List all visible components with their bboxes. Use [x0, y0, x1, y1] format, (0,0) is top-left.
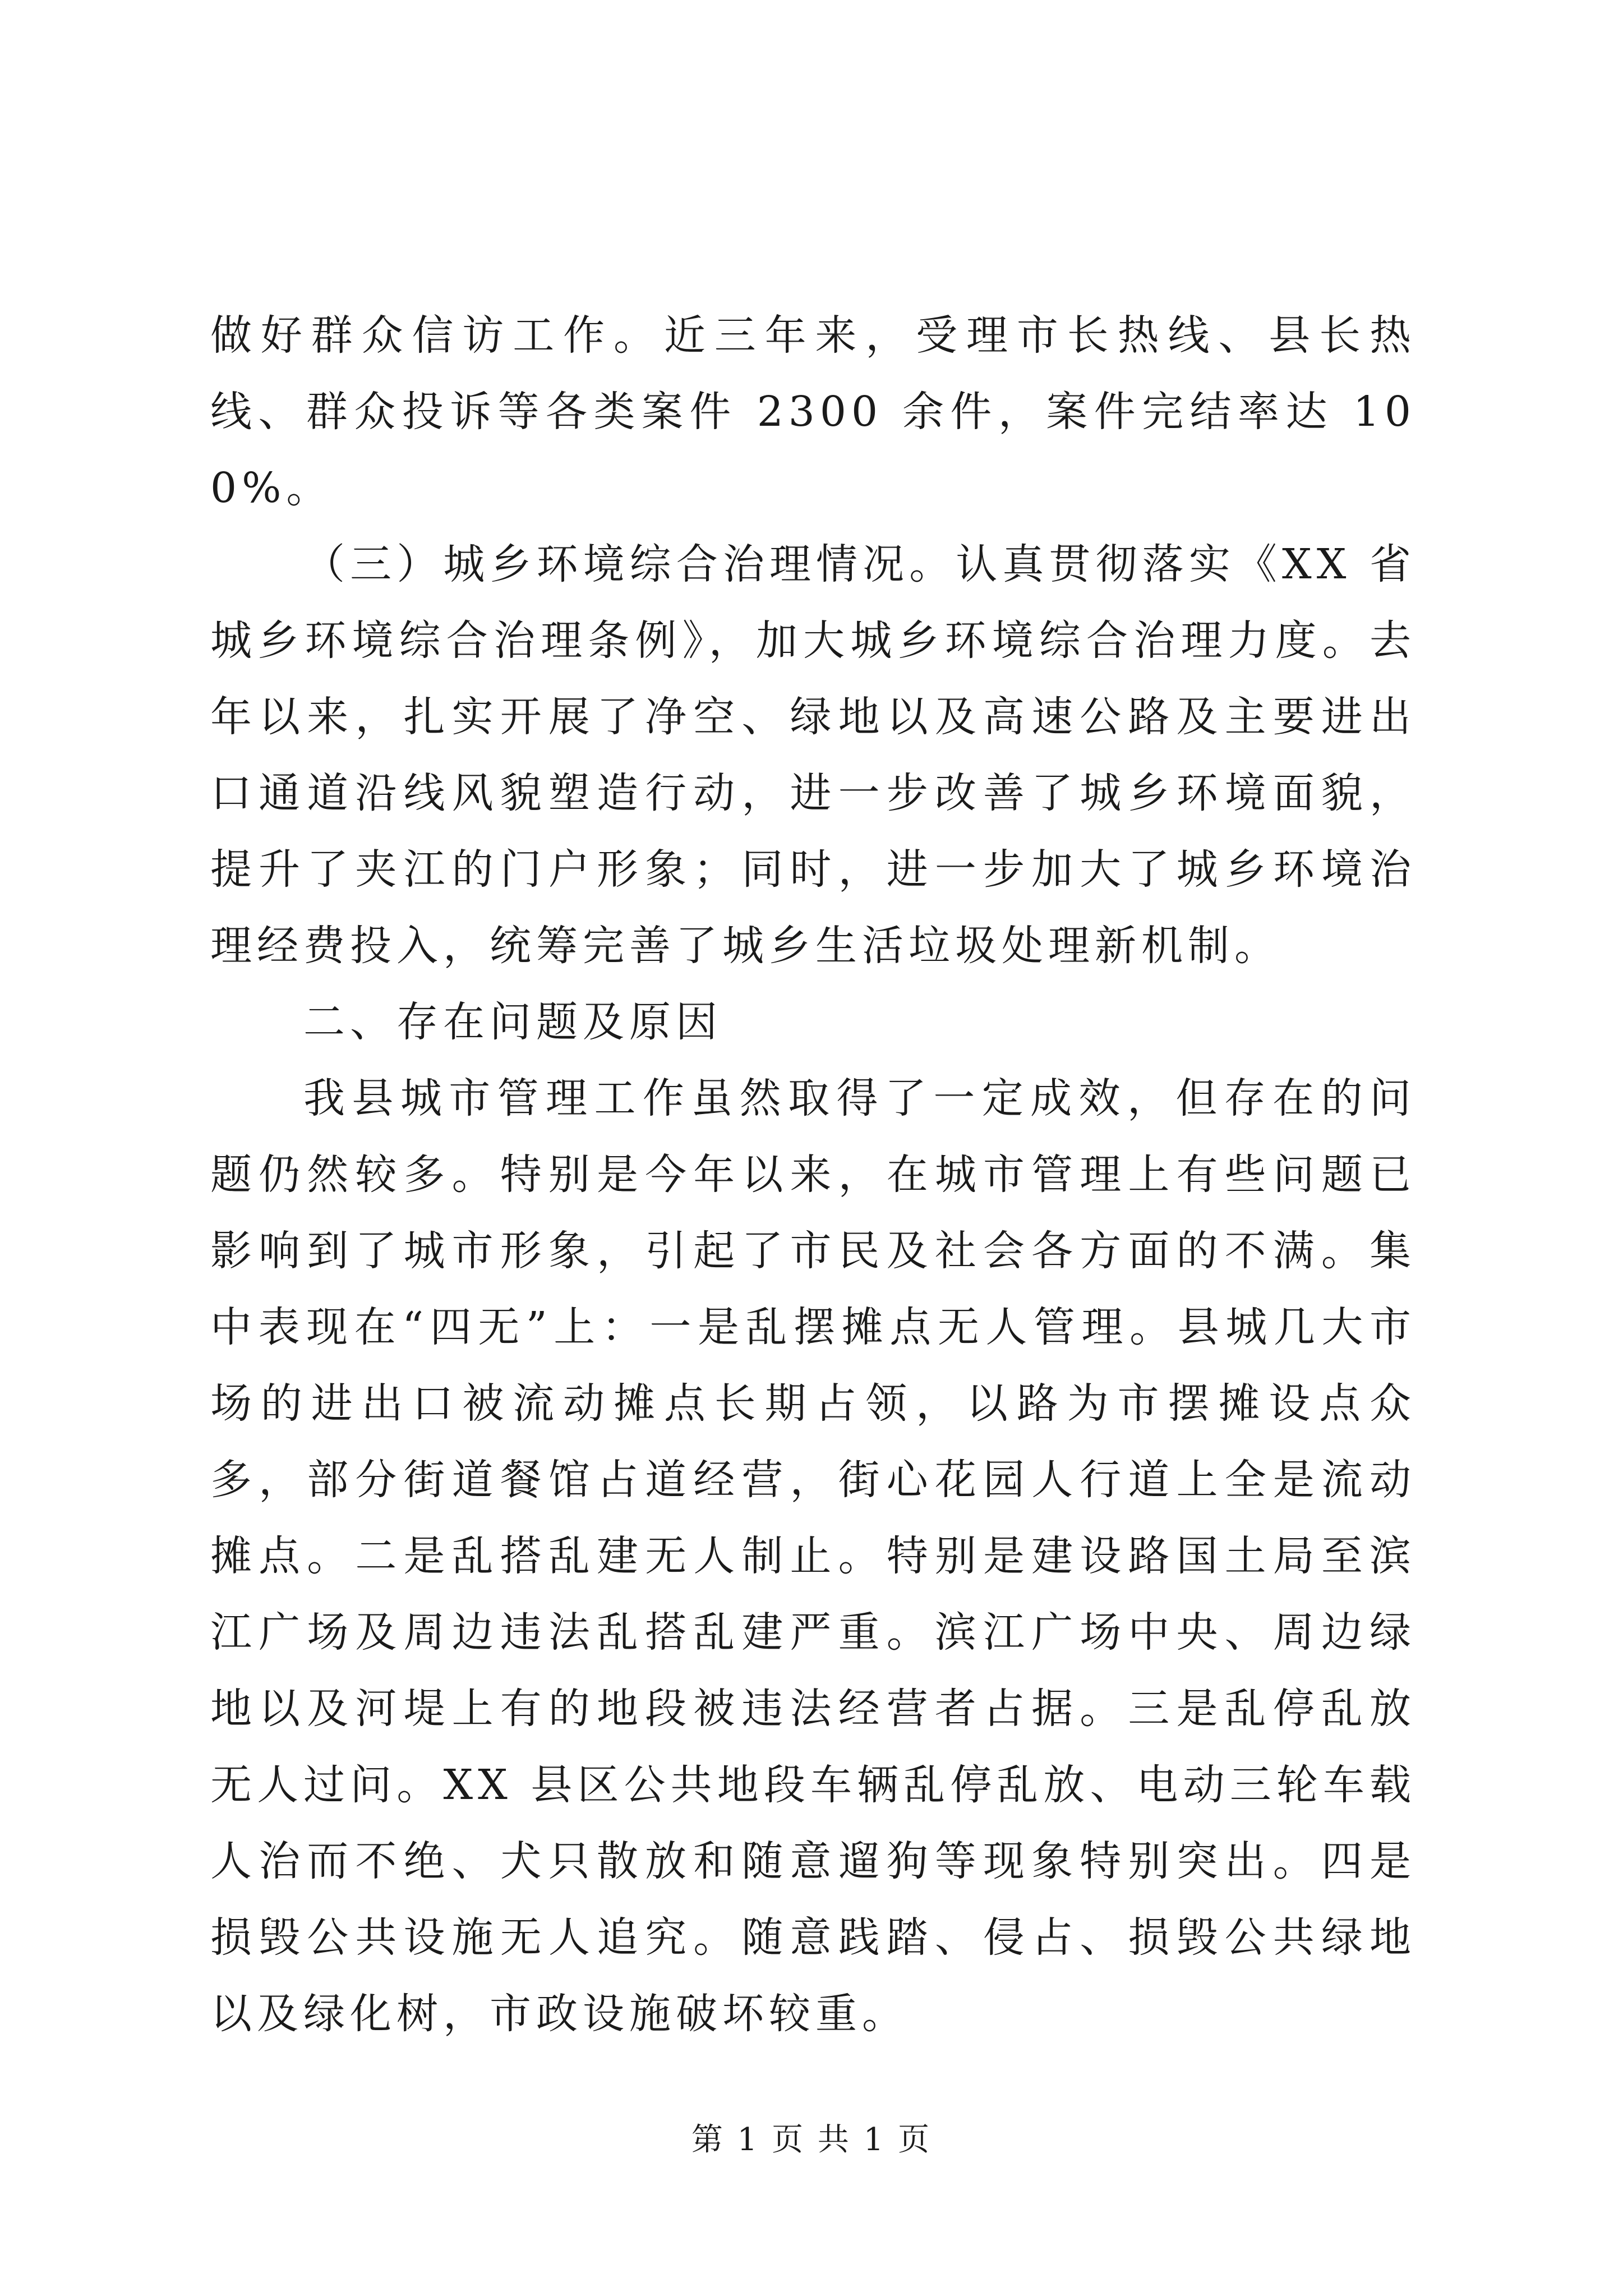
- paragraph-petition-work: 做好群众信访工作。近三年来，受理市长热线、县长热线、群众投诉等各类案件 2300 余件，案件完结率达 100%。: [210, 311, 1416, 512]
- paragraph-problems-detail: 我县城市管理工作虽然取得了一定成效，但存在的问题仍然较多。特别是今年以来，在城市管理上有些问题已影响到了城市形象，引起了市民及社会各方面的不满。集中表现在“四无”上：一是乱摆摊点无人管理。县城几大市场的进出口被流动摊点长期占领，以路为市摆摊设点众多，部分街道餐馆占道经营，街心花园人行道上全是流动摊点。二是乱搭乱建无人制止。特别是建设路国土局至滨江广场及周边违法乱搭乱建严重。滨江广场中央、周边绿地以及河堤上有的地段被违法经营者占据。三是乱停乱放无人过问。XX 县区公共地段车辆乱停乱放、电动三轮车载人治而不绝、犬只散放和随意遛狗等现象特别突出。四是损毁公共设施无人追究。随意践踏、侵占、损毁公共绿地以及绿化树，市政设施破坏较重。: [210, 1074, 1416, 2038]
- paragraph-environment-governance: （三）城乡环境综合治理情况。认真贯彻落实《XX 省城乡环境综合治理条例》，加大城乡环境综合治理力度。去年以来，扎实开展了净空、绿地以及高速公路及主要进出口通道沿线风貌塑造行动，进一步改善了城乡环境面貌，提升了夹江的门户形象；同时，进一步加大了城乡环境治理经费投入，统筹完善了城乡生活垃圾处理新机制。: [210, 540, 1416, 970]
- document-body: [210, 297, 1416, 2052]
- page-footer: 第 1 页 共 1 页: [691, 2122, 932, 2158]
- section-heading-problems: 二、存在问题及原因: [303, 998, 722, 1046]
